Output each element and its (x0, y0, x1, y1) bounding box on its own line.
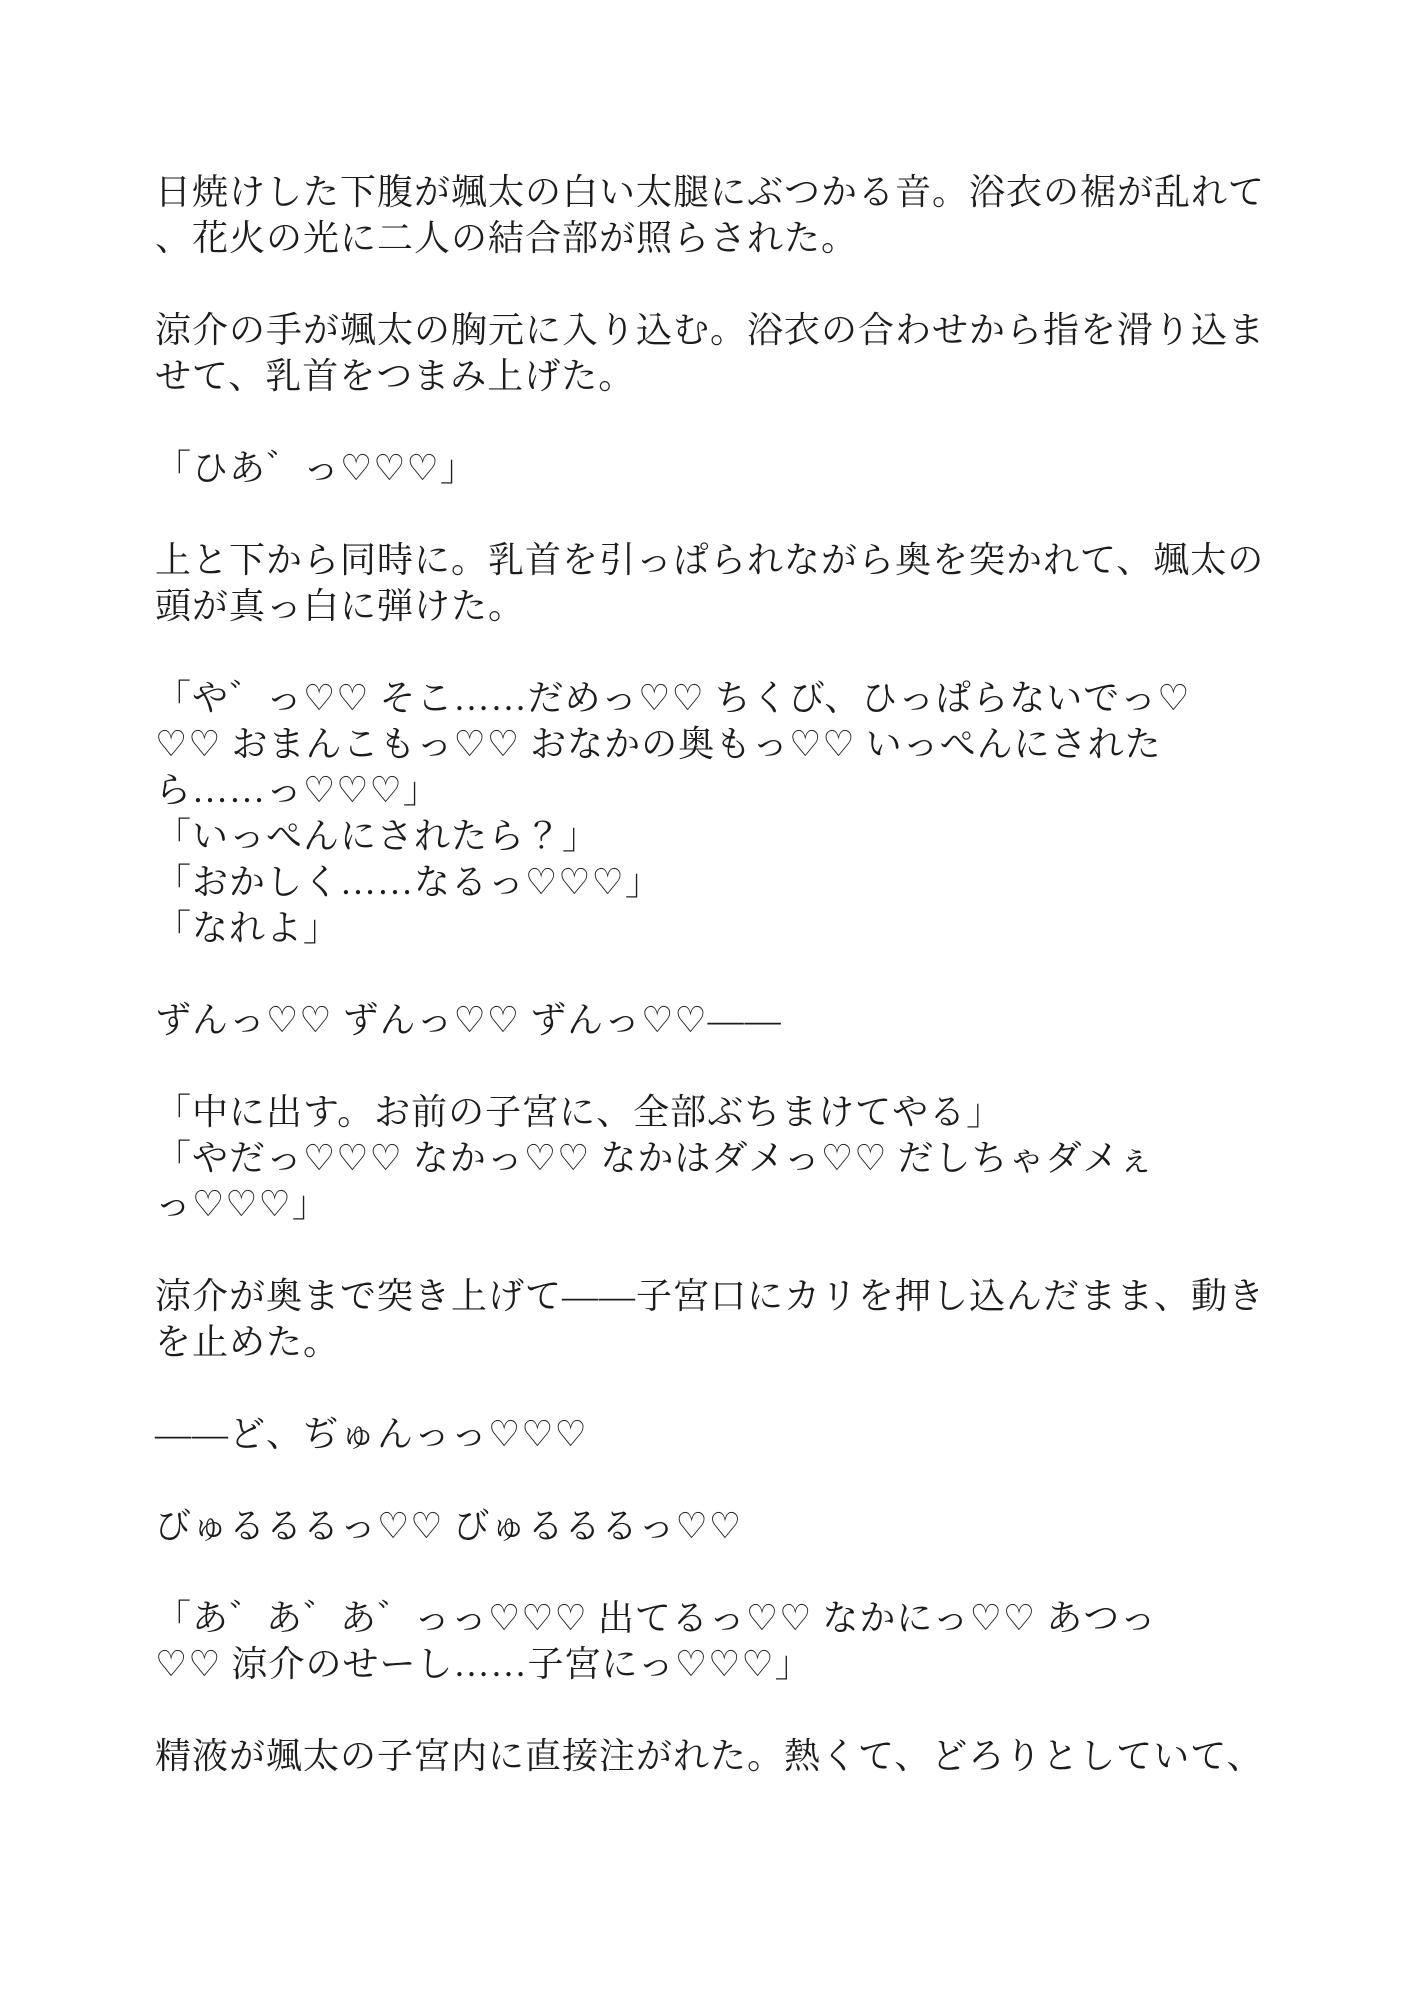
text-line: びゅるるるっ♡♡ びゅるるるっ♡♡ (155, 1506, 743, 1546)
text-line: 「中に出す。お前の子宮に、全部ぶちまけてやる」 (155, 1092, 1004, 1132)
paragraph (155, 1733, 1285, 1779)
text-line: 日焼けした下腹が颯太の白い太腿にぶつかる音。浴衣の裾が乱れて (155, 172, 1266, 212)
text-line: 頭が真っ白に弾けた。 (155, 586, 526, 626)
text-line: 「あ゛あ゛あ゛っっ♡♡♡ 出てるっ♡♡ なかにっ♡♡ あつっ (155, 1598, 1157, 1638)
text-line: 上と下から同時に。乳首を引っぱられながら奥を突かれて、颯太の (155, 540, 1265, 580)
paragraph (155, 1595, 1285, 1687)
text-line: 涼介の手が颯太の胸元に入り込む。浴衣の合わせから指を滑り込ま (155, 310, 1266, 350)
paragraph (155, 307, 1285, 399)
text-line: を止めた。 (155, 1322, 341, 1362)
paragraph (155, 675, 1285, 951)
paragraph (155, 169, 1285, 261)
text-line: ――ど、ぢゅんっっ♡♡♡ (155, 1414, 588, 1454)
paragraph (155, 537, 1285, 629)
paragraph (155, 997, 1285, 1043)
text-line: 「なれよ」 (155, 908, 341, 948)
text-line: 「いっぺんにされたら？」 (155, 816, 600, 856)
paragraph (155, 445, 1285, 491)
paragraph (155, 1411, 1285, 1457)
text-line: ら……っ♡♡♡」 (155, 770, 440, 810)
text-line: 「おかしく……なるっ♡♡♡」 (155, 862, 662, 902)
text-line: ♡♡ 涼介のせーし……子宮にっ♡♡♡」 (155, 1644, 812, 1684)
text-line: 「や゛っ♡♡ そこ……だめっ♡♡ ちくび、ひっぱらないでっ♡ (155, 678, 1191, 718)
text-line: ずんっ♡♡ ずんっ♡♡ ずんっ♡♡―― (155, 1000, 782, 1040)
text-line: 「ひあ゛っ♡♡♡」 (155, 448, 477, 488)
paragraph (155, 1503, 1285, 1549)
text-line: 「やだっ♡♡♡ なかっ♡♡ なかはダメっ♡♡ だしちゃダメぇ (155, 1138, 1156, 1178)
text-line: ♡♡ おまんこもっ♡♡ おなかの奥もっ♡♡ いっぺんにされた (155, 724, 1162, 764)
text-line: 精液が颯太の子宮内に直接注がれた。熱くて、どろりとしていて、 (155, 1736, 1264, 1776)
text-line: 、花火の光に二人の結合部が照らされた。 (155, 218, 859, 258)
text-line: 涼介が奥まで突き上げて――子宮口にカリを押し込んだまま、動き (155, 1276, 1266, 1316)
paragraph (155, 1273, 1285, 1365)
text-line: っ♡♡♡」 (155, 1184, 329, 1224)
story-text (155, 169, 1285, 1779)
paragraph (155, 1089, 1285, 1227)
text-line: せて、乳首をつまみ上げた。 (155, 356, 636, 396)
